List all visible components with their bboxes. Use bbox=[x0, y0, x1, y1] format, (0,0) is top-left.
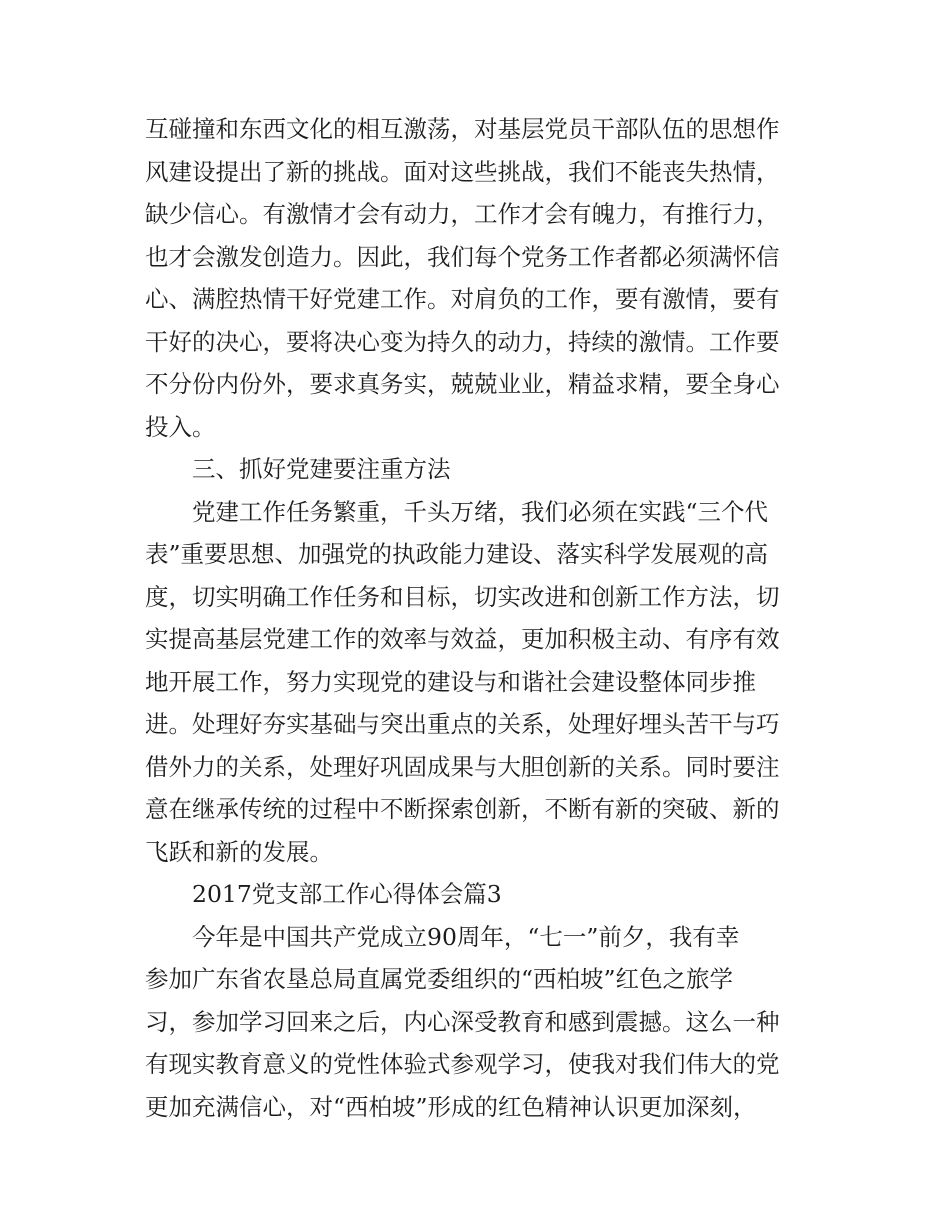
text-line: 心、满腔热情干好党建工作。对肩负的工作，要有激情，要有 bbox=[145, 285, 780, 313]
text-line: 意在继承传统的过程中不断探索创新，不断有新的突破、新的 bbox=[145, 795, 780, 823]
text-line: 参加广东省农垦总局直属党委组织的“西柏坡”红色之旅学 bbox=[145, 965, 734, 993]
text-line: 借外力的关系，处理好巩固成果与大胆创新的关系。同时要注 bbox=[145, 752, 780, 781]
body-text bbox=[145, 108, 815, 1128]
text-line: 风建设提出了新的挑战。面对这些挑战，我们不能丧失热情， bbox=[145, 157, 780, 186]
text-line: 表”重要思想、加强党的执政能力建设、落实科学发展观的高 bbox=[145, 540, 769, 568]
text-line: 实提高基层党建工作的效率与效益，更加积极主动、有序有效 bbox=[145, 625, 780, 653]
text-line: 党建工作任务繁重，千头万绪，我们必须在实践“三个代 bbox=[192, 497, 769, 526]
text-line: 不分份内份外，要求真务实，兢兢业业，精益求精，要全身心 bbox=[145, 370, 780, 398]
text-line: 互碰撞和东西文化的相互激荡，对基层党员干部队伍的思想作 bbox=[145, 115, 780, 143]
text-line: 有现实教育意义的党性体验式参观学习，使我对我们伟大的党 bbox=[145, 1050, 780, 1078]
text-line: 三、抓好党建要注重方法 bbox=[192, 455, 451, 483]
text-line: 习，参加学习回来之后，内心深受教育和感到震撼。这么一种 bbox=[145, 1007, 780, 1036]
text-line: 更加充满信心，对“西柏坡”形成的红色精神认识更加深刻， bbox=[145, 1092, 757, 1121]
text-line: 度，切实明确工作任务和目标，切实改进和创新工作方法，切 bbox=[145, 582, 780, 611]
text-line: 也才会激发创造力。因此，我们每个党务工作者都必须满怀信 bbox=[145, 242, 780, 271]
text-line: 今年是中国共产党成立90周年，“七一”前夕，我有幸 bbox=[192, 922, 740, 951]
text-line: 投入。 bbox=[145, 412, 216, 441]
text-line: 飞跃和新的发展。 bbox=[145, 837, 333, 866]
text-line: 2017党支部工作心得体会篇3 bbox=[192, 880, 502, 908]
text-line: 缺少信心。有激情才会有动力，工作才会有魄力，有推行力， bbox=[145, 200, 780, 228]
text-line: 进。处理好夯实基础与突出重点的关系，处理好埋头苦干与巧 bbox=[145, 710, 780, 738]
text-line: 干好的决心，要将决心变为持久的动力，持续的激情。工作要 bbox=[145, 327, 780, 356]
text-line: 地开展工作，努力实现党的建设与和谐社会建设整体同步推 bbox=[145, 667, 756, 696]
